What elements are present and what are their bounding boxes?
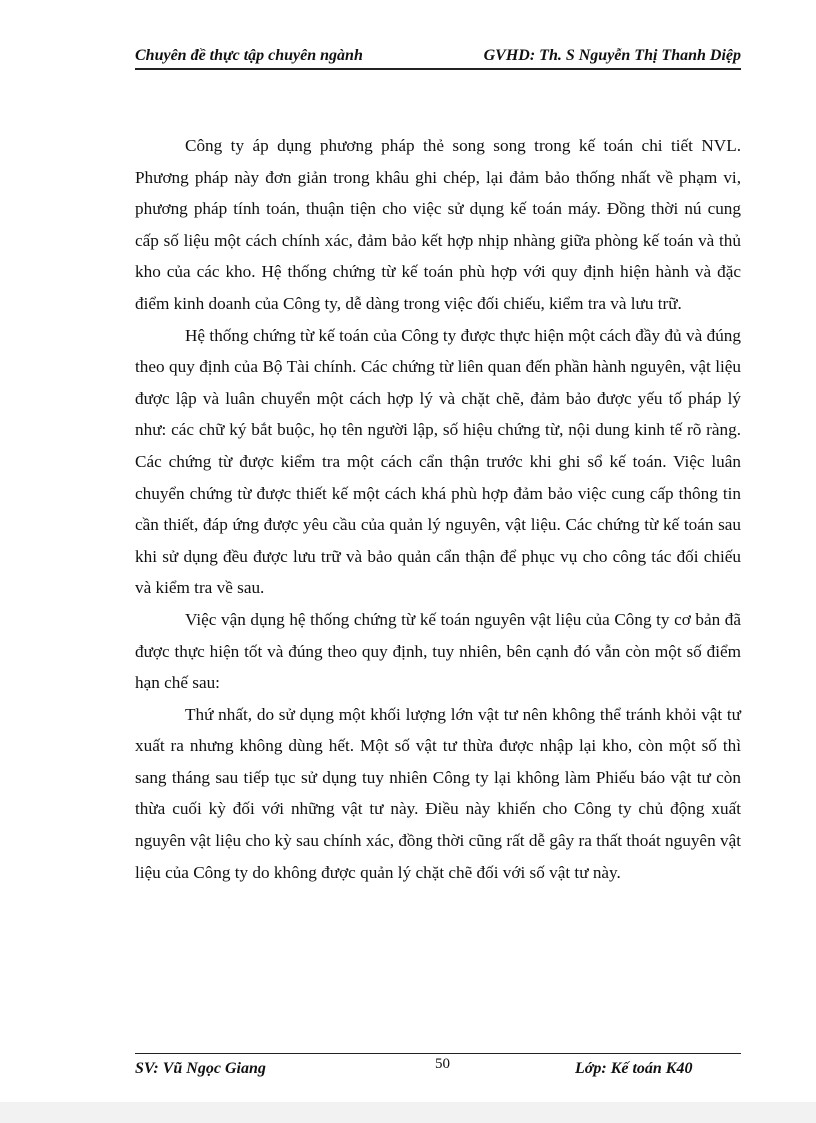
page-footer	[135, 1053, 741, 1080]
paragraph-4: Thứ nhất, do sử dụng một khối lượng lớn vật tư nên không thể tránh khỏi vật tư xuất ra nhưng không dùng hết. Một số vật tư thừa được nhập lại kho, còn một số thì sang tháng sau tiếp tục sử dụng tuy nhiên Công ty lại không làm Phiếu báo vật tư còn thừa cuối kỳ đối với những vật tư này. Điều này khiến cho Công ty chủ động xuất nguyên vật liệu cho kỳ sau chính xác, đồng thời cũng rất dễ gây ra thất thoát nguyên vật liệu của Công ty do không được quản lý chặt chẽ đối với số vật tư này.	[135, 704, 741, 882]
paragraph-3: Việc vận dụng hệ thống chứng từ kế toán nguyên vật liệu của Công ty cơ bản đã được thực hiện tốt và đúng theo quy định, tuy nhiên, bên cạnh đó vẫn còn một số điểm hạn chế sau:	[135, 609, 741, 693]
page-number: 50	[435, 1056, 450, 1072]
header-report-title: Chuyên đề thực tập chuyên ngành	[135, 47, 363, 64]
footer-student-name: SV: Vũ Ngọc Giang	[135, 1060, 266, 1077]
document-body	[135, 130, 741, 888]
page-bottom-shadow	[0, 1102, 816, 1123]
page-header	[135, 46, 741, 70]
paragraph-2: Hệ thống chứng từ kế toán của Công ty được thực hiện một cách đầy đủ và đúng theo quy định của Bộ Tài chính. Các chứng từ liên quan đến phần hành nguyên, vật liệu được lập và luân chuyển một cách hợp lý và chặt chẽ, đảm bảo được yếu tố pháp lý như: các chữ ký bắt buộc, họ tên người lập, số hiệu chứng từ, nội dung kinh tế rõ ràng. Các chứng từ được kiểm tra một cách cẩn thận trước khi ghi sổ kế toán. Việc luân chuyển chứng từ được thiết kế một cách khá phù hợp đảm bảo việc cung cấp thông tin cần thiết, đáp ứng được yêu cầu của quản lý nguyên, vật liệu. Các chứng từ kế toán sau khi sử dụng đều được lưu trữ và bảo quản cẩn thận để phục vụ cho công tác đối chiếu và kiểm tra về sau.	[135, 325, 741, 598]
header-supervisor: GVHD: Th. S Nguyễn Thị Thanh Diệp	[483, 47, 741, 64]
paragraph-1: Công ty áp dụng phương pháp thẻ song song trong kế toán chi tiết NVL. Phương pháp này đơn giản trong khâu ghi chép, lại đảm bảo thống nhất về phạm vi, phương pháp tính toán, thuận tiện cho việc sử dụng kế toán máy. Đồng thời nú cung cấp số liệu một cách chính xác, đảm bảo kết hợp nhịp nhàng giữa phòng kế toán và thủ kho của các kho. Hệ thống chứng từ kế toán phù hợp với quy định hiện hành và đặc điểm kinh doanh của Công ty, dễ dàng trong việc đối chiếu, kiểm tra và lưu trữ.	[135, 136, 741, 313]
footer-class-name: Lớp: Kế toán K40	[575, 1060, 693, 1077]
